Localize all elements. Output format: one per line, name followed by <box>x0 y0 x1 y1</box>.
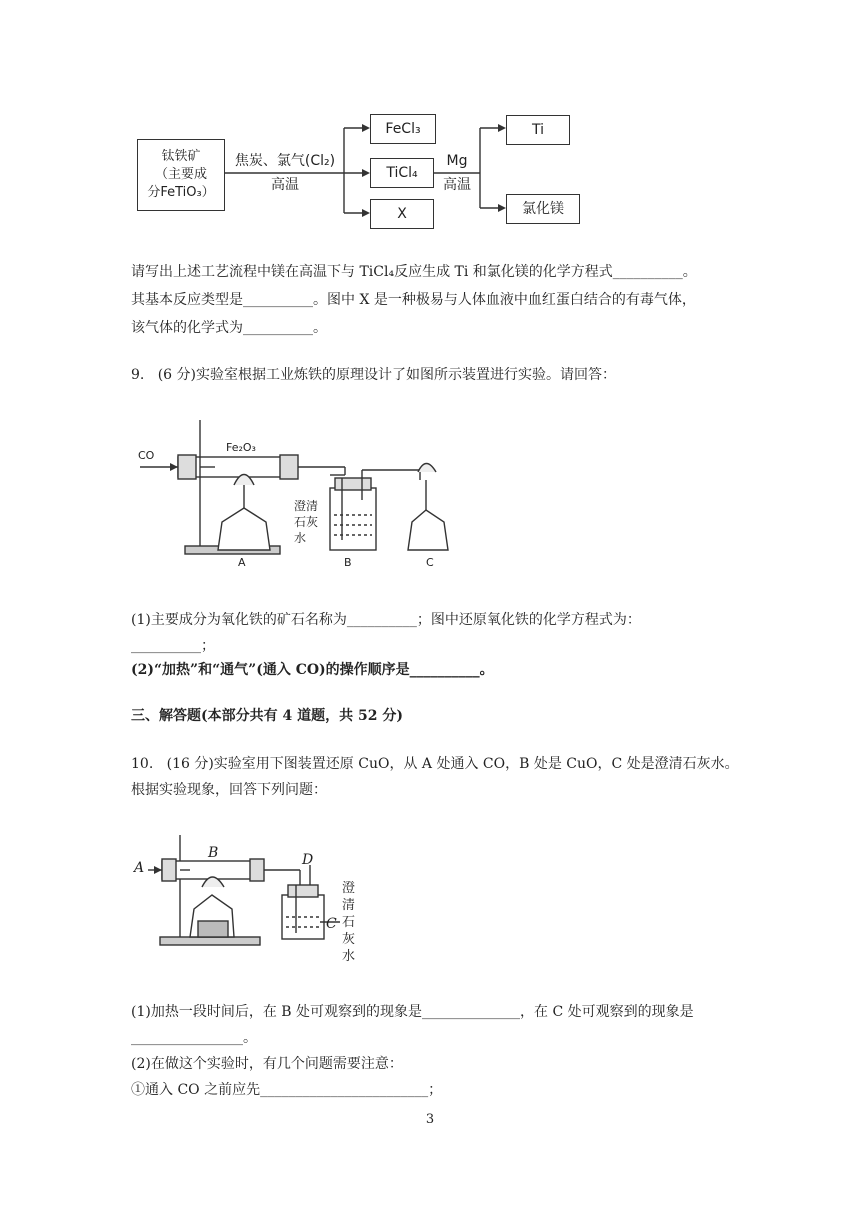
condition-label-1: 高温 <box>271 177 299 193</box>
fig9-b-label: B <box>344 556 352 569</box>
q9-apparatus-drawing <box>0 400 860 600</box>
q10-sub1-line-a: (1)加热一段时间后，在 B 处可观察到的现象是______________，在 C 处可观察到的现象是 <box>131 1004 694 1020</box>
mg-label: Mg <box>446 153 468 169</box>
fig10-limewater-label: 澄清石灰水 <box>342 881 356 964</box>
q9-sub2: (2)“加热”和“通气”(通入 CO)的操作顺序是__________。 <box>131 662 494 678</box>
fig10-a-label: A <box>134 860 145 876</box>
fig10-d-label: D <box>302 852 314 868</box>
q10-sub2-item-1: ①通入 CO 之前应先________________________； <box>131 1082 443 1098</box>
q10-sub1-line-b: ________________。 <box>131 1030 257 1046</box>
condition-label-2: 高温 <box>443 177 471 193</box>
product-fecl3-box: FeCl₃ <box>370 114 436 144</box>
fig9-a-label: A <box>238 556 246 569</box>
final-mgcl2-box: 氯化镁 <box>506 194 580 224</box>
q8-line-2: 其基本反应类型是__________。图中 X 是一种极易与人体血液中血红蛋白结合的有毒气体， <box>131 292 696 308</box>
q10-stem-line-2: 根据实验现象，回答下列问题： <box>131 782 327 798</box>
ore-box: 钛铁矿 （主要成 分FeTiO₃） <box>137 139 225 211</box>
q10-sub2: (2)在做这个实验时，有几个问题需要注意： <box>131 1056 403 1072</box>
fig9-co-label: CO <box>138 449 155 462</box>
section3-title: 三、解答题(本部分共有 4 道题，共 52 分) <box>131 708 403 724</box>
q9-sub1-line-b: __________； <box>131 638 215 654</box>
fig9-fe2o3-label: Fe₂O₃ <box>226 441 256 454</box>
fig10-c-label: C <box>326 916 337 932</box>
final-ti-box: Ti <box>506 115 570 145</box>
q10-apparatus-drawing <box>0 825 860 975</box>
q10-stem-line-1: 10. (16 分)实验室用下图装置还原 CuO，从 A 处通入 CO，B 处是 CuO，C 处是澄清石灰水。 <box>131 756 739 772</box>
reagent-label: 焦炭、氯气(Cl₂) <box>234 153 336 169</box>
q8-line-3: 该气体的化学式为__________。 <box>131 320 327 336</box>
fig9-c-label: C <box>426 556 434 569</box>
product-x-box: X <box>370 199 434 229</box>
q8-line-1: 请写出上述工艺流程中镁在高温下与 TiCl₄反应生成 Ti 和氯化镁的化学方程式__________。 <box>131 264 697 280</box>
fig9-limewater-label: 澄清石灰水 <box>294 499 319 545</box>
product-ticl4-box: TiCl₄ <box>370 158 434 188</box>
q9-sub1-line-a: (1)主要成分为氧化铁的矿石名称为__________；图中还原氧化铁的化学方程式为： <box>131 612 641 628</box>
page-number: 3 <box>425 1112 435 1127</box>
q9-stem: 9. (6 分)实验室根据工业炼铁的原理设计了如图所示装置进行实验。请回答： <box>131 367 616 383</box>
fig10-b-label: B <box>208 845 219 861</box>
